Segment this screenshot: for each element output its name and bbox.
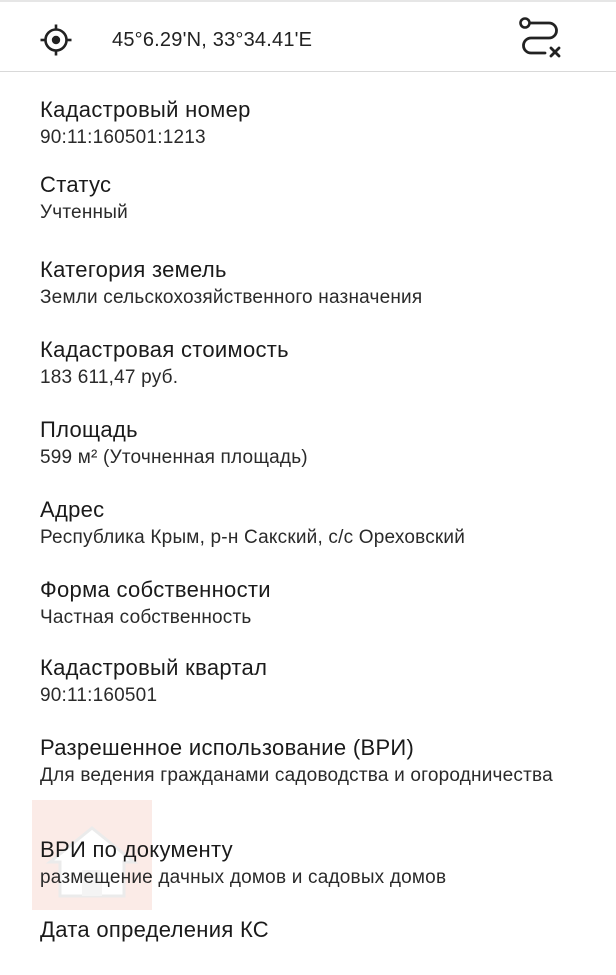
locate-button[interactable] (38, 22, 74, 58)
field-label: Разрешенное использование (ВРИ) (40, 735, 415, 760)
field-value: 90:11:160501:1213 (40, 127, 206, 148)
field-ownership-form (40, 575, 600, 653)
field-value: Для ведения гражданами садоводства и огородничества (40, 765, 553, 786)
coordinates-readout: 45°6.29'N, 33°34.41'E (112, 29, 313, 51)
field-area (40, 415, 600, 495)
crosshair-icon (39, 23, 73, 57)
field-label: Адрес (40, 497, 105, 522)
field-permitted-use-by-document (40, 835, 600, 915)
field-label: Форма собственности (40, 577, 271, 602)
field-cadastral-value-date (40, 915, 600, 975)
field-label: Статус (40, 172, 112, 197)
field-land-category (40, 255, 600, 335)
field-cadastral-number (40, 95, 600, 170)
field-cadastral-quarter (40, 653, 600, 733)
field-value: Земли сельскохозяйственного назначения (40, 287, 423, 308)
field-label: ВРИ по документу (40, 837, 233, 862)
field-status (40, 170, 600, 255)
field-value: 90:11:160501 (40, 685, 158, 706)
field-value: 183 611,47 руб. (40, 367, 179, 388)
top-edge-divider (0, 0, 616, 2)
route-clear-button[interactable] (516, 14, 564, 62)
field-value: Частная собственность (40, 607, 252, 628)
field-label: Дата определения КС (40, 917, 269, 942)
route-clear-icon (517, 15, 563, 61)
top-bar (0, 0, 616, 72)
field-cadastral-value (40, 335, 600, 415)
field-value: 599 м² (Уточненная площадь) (40, 447, 308, 468)
field-label: Площадь (40, 417, 138, 442)
field-label: Кадастровый номер (40, 97, 251, 122)
field-address (40, 495, 600, 575)
field-permitted-use (40, 733, 600, 835)
field-value: Учтенный (40, 202, 128, 223)
field-value: размещение дачных домов и садовых домов (40, 867, 447, 888)
parcel-details (40, 95, 600, 975)
field-label: Категория земель (40, 257, 227, 282)
field-label: Кадастровая стоимость (40, 337, 289, 362)
field-label: Кадастровый квартал (40, 655, 268, 680)
field-value: Республика Крым, р-н Сакский, с/с Ореховский (40, 527, 466, 548)
